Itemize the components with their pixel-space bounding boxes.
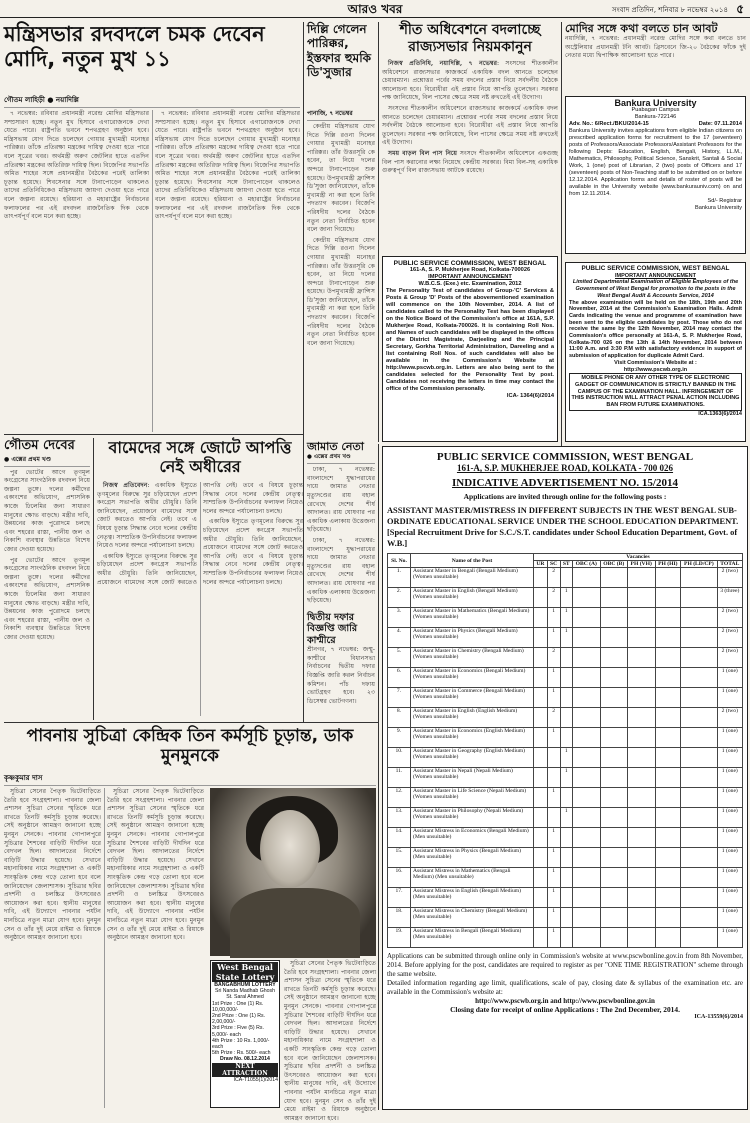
table-cell-sl: 3. [388,608,411,628]
table-cell-obca [572,828,600,848]
page-header [0,0,750,18]
table-cell-obcb [600,708,627,728]
post-title: ASSISTANT MASTER/MISTRESS IN DIFFERENT SUBJECTS IN THE WEST BENGAL SUB-ORDINATE EDUCATIONAL SERVICE UNDER THE SCHOOL EDUCATION DEPARTMENT. [Special Recruitment Drive for S.C./S.T. candidates under School Education Department, Govt. of W.B.] [387,506,739,548]
table-cell-name: Assistant Mistress in Mathematics (Bengali Medium) (Men unsuitable) [411,868,534,888]
table-cell-ld [681,928,717,948]
table-cell-st: 1 [560,608,572,628]
table-cell-obca [572,768,600,788]
table-cell-sc: 1 [547,828,560,848]
table-cell-sc: 2 [547,588,560,608]
table-cell-obcb [600,788,627,808]
headline: পাবনায় সুচিত্রা কেন্দ্রিক তিন কর্মসূচি চূড়ান্ত, ডাক মুনমুনকে [26,726,354,767]
footer-note-2: Detailed information regarding age limit, qualifications, scale of pay, closing date & syllabus of the examination etc. are available in the Commission's website at: [387,979,743,996]
table-cell-hi [655,628,681,648]
table-cell-hi [655,888,681,908]
table-cell-total: 1 (one) [717,868,742,888]
table-cell-sc: 1 [547,908,560,928]
table-cell-obcb [600,848,627,868]
headline: মোদির সঙ্গে কথা বলতে চান আবট [565,22,718,35]
story-suchitra [4,726,376,1122]
table-cell-obcb [600,768,627,788]
table-cell-obca [572,648,600,668]
table-cell-obca [572,748,600,768]
table-row [388,748,743,768]
table-cell-st [560,848,572,868]
table-cell-total: 2 (two) [717,628,742,648]
story-cabinet-reshuffle [4,22,300,432]
table-cell-st: 1 [560,748,572,768]
table-cell-ld [681,708,717,728]
table-cell-sl: 13. [388,808,411,828]
table-cell-sl: 7. [388,688,411,708]
table-cell-name: Assistant Master in Commerce (Bengali Medium) (Women unsuitable) [411,688,534,708]
table-cell-total: 1 (one) [717,928,742,948]
table-cell-st [560,668,572,688]
table-cell-ld [681,648,717,668]
article-body: পুর ভোটের আগে তৃণমূল কংগ্রেসের সাংগঠনিক রদবদল নিয়ে জল্পনা তুঙ্গে। দলের কর্মীদের একাংশের অভিযোগ, প্রশাসনিক কাজে ঢিলেমির জন্য সাধারণ মানুষের ক্ষোভ বাড়ছে। মন্ত্রীর দাবি, উন্নয়নের কাজ পুরোদমে চলছে এবং শহরের রাস্তা, পানীয় জল ও নিকাশি ব্যবস্থার উন্নতিতে বিশেষ জোর দেওয়া হয়েছে। পুর ভোটের আগে তৃণমূল কংগ্রেসের সাংগঠনিক রদবদল নিয়ে জল্পনা তুঙ্গে। দলের কর্মীদের একাংশের অভিযোগ, প্রশাসনিক কাজে ঢিলেমির জন্য সাধারণ মানুষের ক্ষোভ বাড়ছে। মন্ত্রীর দাবি, উন্নয়নের কাজ পুরোদমে চলছে এবং শহরের রাস্তা, পানীয় জল ও নিকাশি ব্যবস্থার উন্নতিতে বিশেষ জোর দেওয়া হয়েছে। [4,468,90,641]
notice-body: The Personality Test of candidates of Group-'C' Services & Posts & Group 'D' Posts of the abovementioned examination will commence on the 10th November, 2014. A list of candidates called to the Personality Test has been displayed on the Notice Board of the Commission's office at 161A, S.P. Mukherjee Road, Kolkata-700026. It is containing Roll Nos. and Names of such candidates will be displayed in the offices of the District Magistrate, Darjeeling and the Principal Secretary, Gorkha Territorial Administration, Dareeling and a list containing Roll Nos. of such candidates will also be available in the Commission's Website at http://www.pscwb.org.in. Letters are also being sent to the candidates selected for the Personality Test by post. Candidates not receiving the letters in time may contact the office of the Commission personally. [386,288,554,392]
column-rule [378,22,379,442]
table-cell-total: 1 (one) [717,688,742,708]
table-cell-sl: 19. [388,928,411,948]
table-cell-sc: 1 [547,868,560,888]
table-cell-vh [627,648,655,668]
table-cell-vh [627,808,655,828]
table-cell-ur [534,648,548,668]
table-cell-ld [681,808,717,828]
table-cell-sc: 2 [547,568,560,588]
table-cell-sl: 11. [388,768,411,788]
table-cell-ur [534,588,548,608]
table-cell-ur [534,848,548,868]
table-cell-obca [572,868,600,888]
table-cell-sc [547,748,560,768]
table-cell-ld [681,628,717,648]
table-cell-st [560,648,572,668]
lottery-ad: West Bengal State Lottery BANGABHUMI LOTTERY Sri Nanda Madhab Ghosh St. Saral Ahmed 1st Prize : One (1) Rs. 10,00,000/- 2nd Prize : One (1) Rs. 2,00,000/- 3rd Prize : Five (5) Rs. 5,000/- each 4th Prize : 10 Rs. 1,000/- each 5th Prize : Rs. 500/- each Draw No. 08.12.2014 NEXT ATTRACTION ICA-T1055(1)/2014 [210,960,280,1108]
table-cell-obca [572,688,600,708]
table-cell-vh [627,668,655,688]
table-cell-sc: 1 [547,888,560,908]
table-cell-name: Assistant Mistress in Chemistry (Bengali Medium) (Men unsuitable) [411,908,534,928]
column-rule [303,22,304,722]
table-cell-obcb [600,868,627,888]
table-cell-st [560,728,572,748]
table-cell-name: Assistant Master in Nepali (Nepali Medium) (Women unsuitable) [411,768,534,788]
table-cell-obcb [600,688,627,708]
table-cell-name: Assistant Master in Economics (Bengali Medium) (Women unsuitable) [411,668,534,688]
table-row [388,808,743,828]
article-body: নয়াদিল্লি, ৭ নভেম্বর: প্রধানমন্ত্রী নরেন্দ্র মোদির সঙ্গে কথা বলতে চান অস্ট্রেলিয়ার প্রধানমন্ত্রী টনি আবট। ব্রিসবেনে জি-২০ বৈঠকের ফাঁকে দুই নেতার মধ্যে দ্বিপাক্ষিক আলোচনা হতে পারে। [565,35,746,60]
table-cell-hi [655,748,681,768]
table-cell-ld [681,868,717,888]
table-cell-sc: 1 [547,728,560,748]
table-cell-sl: 6. [388,668,411,688]
table-cell-vh [627,928,655,948]
table-cell-sl: 5. [388,648,411,668]
vacancy-table: Sl. No. Name of the Post Vacancies UR SC ST OBC (A) OBC (B) PH (VH) PH (HI) PH (LD/CP) TOTAL 1. Assistant Master in Bengali (Bengali Medium) (Women unsuitable) 2 2 (two) 2. Assistant Master in English (Bengali Medium) (Women unsuitable) 2 1 3 (three) 3. Assistant Master in Mathematics (Bengali Medium) (Women unsuitable) 1 1 2 (two) 4. Assistant Master in Physics (Bengali Medium) (Women unsuitable) 1 1 2 (two) 5. Assistant Master in Chemistry (Bengali Medium) (Women unsuitable) 2 2 (two) 6. Assistant Master in Economics (Bengali Medium) (Women unsuitable) 1 1 (one) 7. Assistant Master in Commerce (Bengali Medium) (Women unsuitable) 1 1 (one) 8. Assistant Master in English (English Medium) (Women unsuitable) 2 2 (two) 9. Assistant Master in Economics (English Medium) (Women unsuitable) 1 1 (one) 10. Assistant Master in Geography (English Medium) (Women unsuitable) 1 1 (one) 11. Assistant Master in Nepali (Nepali Medium) (Women unsuitable) 1 1 (one) 12. Assistant Master in Life Science (Nepali Medium) (Women unsuitable) 1 1 (one) 13. Assistant Master in Philosophy (Nepali Medium) (Women unsuitable) 1 1 (one) 14. Assistant Mistress in Economics (Bengali Medium) (Men unsuitable) 1 1 (one) 15. Assistant Mistress in Physics (Bengali Medium) (Men unsuitable) 1 1 (one) 16. Assistant Mistress in Mathematics (Bengali Medium) (Men unsuitable) 1 1 (one) 17. Assistant Mistress in English (Bengali Medium) (Men unsuitable) 1 1 (one) 18. Assistant Mistress in Chemistry (Bengali Medium) (Men unsuitable) 1 1 (one) 19. Assistant Mistress in Bengali (Bengali Medium) (Men unsuitable) 1 1 (one) [387,553,743,948]
psc-audit-notice: PUBLIC SERVICE COMMISSION, WEST BENGAL IMPORTANT ANNOUNCEMENT Limited Departmental Examination of Eligible Employees of the Government of West Bengal for promotion to the posts in the West Bengal Audit & Accounts Service, 2014 The above examination will be held on the 18th, 19th and 20th November, 2014 at the Commission's Examination Halls. Admit Cards indicating the venue and programme of examination have been sent to the eligible candidates by post. Those who do not receive the same by the 12th November, 2014 may contact the Commission's office personally at 161-A, S. P. Mukherjee Road, Kolkata-700 026 on the 13th & 14th November, 2014 between 11:00 A.m. and 3:30 P.M with satisfactory evidence in support of submission of application for duplicate Admit Card. Visit Commission's Website at : http://www.pscwb.org.in MOBILE PHONE OR ANY OTHER TYPE OF ELECTRONIC GADGET OF COMMUNICATION IS STRICTLY BANNED IN THE CAMPUS OF THE EXAMINATION HALL. INFRINGEMENT OF THIS INSTRUCTION WILL ATTRACT PENAL ACTION INCLUDING BAN FROM FUTURE EXAMINATIONS. ICA.1363(6)/2014 [565,262,746,442]
table-cell-vh [627,908,655,928]
table-cell-vh [627,608,655,628]
table-cell-sl: 4. [388,628,411,648]
article-body: ঢাকা, ৭ নভেম্বর: বাংলাদেশে যুদ্ধাপরাধের দায়ে জামাত নেতার মৃত্যুদণ্ডের রায় বহাল রেখেছে দেশের শীর্ষ আদালত। রায় ঘোষণার পর একাধিক এলাকায় উত্তেজনা ছড়িয়েছে। ঢাকা, ৭ নভেম্বর: বাংলাদেশে যুদ্ধাপরাধের দায়ে জামাত নেতার মৃত্যুদণ্ডের রায় বহাল রেখেছে দেশের শীর্ষ আদালত। রায় ঘোষণার পর একাধিক এলাকায় উত্তেজনা ছড়িয়েছে। [307,466,375,605]
section-rule [4,722,378,723]
table-cell-hi [655,588,681,608]
table-cell-ld [681,688,717,708]
advertisement-number: INDICATIVE ADVERTISEMENT NO. 15/2014 [452,477,678,489]
headline: বামেদের সঙ্গে জোটে আপত্তি নেই অধীরের [108,438,292,477]
table-cell-st: 1 [560,628,572,648]
story-jamaat [307,440,375,610]
table-cell-obca [572,588,600,608]
story-abbott [565,22,746,92]
website-links: http://www.pscwb.org.in and http://www.pscwbonline.gov.in [475,997,655,1005]
table-cell-name: Assistant Master in Chemistry (Bengali Medium) (Women unsuitable) [411,648,534,668]
table-cell-ur [534,828,548,848]
table-row [388,908,743,928]
table-cell-st [560,868,572,888]
table-cell-st [560,828,572,848]
table-cell-obcb [600,628,627,648]
article-body: ৭ নভেম্বর: রবিবার প্রধানমন্ত্রী নরেন্দ্র মোদির মন্ত্রিসভার সম্প্রসারণ হচ্ছে। নতুন মুখ হিসাবে এগারোজনকে দেখা যেতে পারে। রাষ্ট্রপতি ভবনে শপথগ্রহণ অনুষ্ঠান হবে। মন্ত্রিসভায় যোগ দিতে চলেছেন গোয়ার মুখ্যমন্ত্রী মনোহর পারিক্কর। তাঁকে প্রতিরক্ষা মন্ত্রকের দায়িত্ব দেওয়া হতে পারে বলে সূত্রের খবর। অর্থমন্ত্রী অরুণ জেটলির হাতে এতদিন প্রতিরক্ষা মন্ত্রকের অতিরিক্ত দায়িত্ব ছিল। বিজেপির সভাপতি অমিত শাহের সঙ্গে প্রধানমন্ত্রীর বৈঠকের পরেই তালিকা চূড়ান্ত হয়েছে। শিবসেনার সঙ্গে টানাপোড়েন থাকলেও তাদের প্রতিনিধিকেও মন্ত্রিসভায় জায়গা দেওয়া হতে পারে বলে জল্পনা রয়েছে। হরিয়ানা ও মহারাষ্ট্রের নির্বাচনের ফলাফলের পর এই রদবদল রাজনৈতিক দিক থেকে তাৎপর্যপূর্ণ বলে মনে করা হচ্ছে। ৭ নভেম্বর: রবিবার প্রধানমন্ত্রী নরেন্দ্র মোদির মন্ত্রিসভার সম্প্রসারণ হচ্ছে। নতুন মুখ হিসাবে এগারোজনকে দেখা যেতে পারে। রাষ্ট্রপতি ভবনে শপথগ্রহণ অনুষ্ঠান হবে। মন্ত্রিসভায় যোগ দিতে চলেছেন গোয়ার মুখ্যমন্ত্রী মনোহর পারিক্কর। তাঁকে প্রতিরক্ষা মন্ত্রকের দায়িত্ব দেওয়া হতে পারে বলে সূত্রের খবর। অর্থমন্ত্রী অরুণ জেটলির হাতে এতদিন প্রতিরক্ষা মন্ত্রকের অতিরিক্ত দায়িত্ব ছিল। বিজেপির সভাপতি অমিত শাহের সঙ্গে প্রধানমন্ত্রীর বৈঠকের পরেই তালিকা চূড়ান্ত হয়েছে। শিবসেনার সঙ্গে টানাপোড়েন থাকলেও তাদের প্রতিনিধিকেও মন্ত্রিসভায় জায়গা দেওয়া হতে পারে বলে জল্পনা রয়েছে। হরিয়ানা ও মহারাষ্ট্রের নির্বাচনের ফলাফলের পর এই রদবদল রাজনৈতিক দিক থেকে তাৎপর্যপূর্ণ বলে মনে করা হচ্ছে। [4,110,300,221]
table-cell-sl: 8. [388,708,411,728]
notice-title: Bankura University [614,98,697,108]
table-cell-sl: 17. [388,888,411,908]
table-row [388,848,743,868]
table-cell-sl: 15. [388,848,411,868]
table-cell-total: 1 (one) [717,788,742,808]
article-body-continued: সুচিত্রা সেনের পৈতৃক ভিটেবাড়িতে তৈরি হবে সংগ্রহশালা। পাবনার জেলা প্রশাসন সুচিত্রা সেনের স্মৃতিকে ধরে রাখতে তিনটি কর্মসূচি চূড়ান্ত করেছে। সেই অনুষ্ঠানে আমন্ত্রণ জানানো হচ্ছে মুনমুন সেনকে। পাবনার গোপালপুরে সুচিত্রার শৈশবের বাড়িটি দীর্ঘদিন ধরে বেদখল ছিল। আদালতের নির্দেশে বাড়িটি উদ্ধার হয়েছে। সেখানে মহানায়িকার নামে সংগ্রহশালা ও একটি সাংস্কৃতিক কেন্দ্র গড়ে তোলা হবে বলে জানিয়েছেন জেলাশাসক। সুচিত্রার ছবির প্রদর্শনী ও চলচ্চিত্র উৎসবেরও আয়োজন করা হবে। স্থানীয় মানুষের দাবি, এই উদ্যোগে পাবনার পর্যটন মানচিত্রে নতুন মাত্রা যোগ হবে। মুনমুন সেন ও তাঁর দুই মেয়ে রাইমা ও রিয়াকে অনুষ্ঠানে আমন্ত্রণ জানানো হবে। [284,960,376,1122]
table-cell-hi [655,828,681,848]
table-cell-hi [655,848,681,868]
headline: জামাত নেতা [307,440,364,453]
headline: দ্বিতীয় দফার বিজ্ঞপ্তি জারি কাশ্মীরে [307,612,358,646]
table-cell-vh [627,888,655,908]
notice-body: Bankura University invites applications from eligible Indian citizens on prescribed application forms for recruitment to the 17 (seventeen) posts of Professors/Associate Professors/Assistant Professors for the following Depts: Education, English, Bengali, History, LL.M., Mathematics, Philosophy, Political Science, Sanskrit, Santali & Social Work, 1 (one) post of Librarian, 2 (two) posts of Officers and 17 (seventeen) posts of Non-Teaching staff to be submitted on or before 12.12.2014. Application forms and details of roster of posts will be available in the University website (www.bankurauniv.com) on and from 12.11.2014. [569,128,742,197]
table-cell-name: Assistant Mistress in English (Bengali Medium) (Men unsuitable) [411,888,534,908]
article-body: সুচিত্রা সেনের পৈতৃক ভিটেবাড়িতে তৈরি হবে সংগ্রহশালা। পাবনার জেলা প্রশাসন সুচিত্রা সেনের স্মৃতিকে ধরে রাখতে তিনটি কর্মসূচি চূড়ান্ত করেছে। সেই অনুষ্ঠানে আমন্ত্রণ জানানো হচ্ছে মুনমুন সেনকে। পাবনার গোপালপুরে সুচিত্রার শৈশবের বাড়িটি দীর্ঘদিন ধরে বেদখল ছিল। আদালতের নির্দেশে বাড়িটি উদ্ধার হয়েছে। সেখানে মহানায়িকার নামে সংগ্রহশালা ও একটি সাংস্কৃতিক কেন্দ্র গড়ে তোলা হবে বলে জানিয়েছেন জেলাশাসক। সুচিত্রার ছবির প্রদর্শনী ও চলচ্চিত্র উৎসবেরও আয়োজন করা হবে। স্থানীয় মানুষের দাবি, এই উদ্যোগে পাবনার পর্যটন মানচিত্রে নতুন মাত্রা যোগ হবে। মুনমুন সেন ও তাঁর দুই মেয়ে রাইমা ও রিয়াকে অনুষ্ঠানে আমন্ত্রণ জানানো হবে। সুচিত্রা সেনের পৈতৃক ভিটেবাড়িতে তৈরি হবে সংগ্রহশালা। পাবনার জেলা প্রশাসন সুচিত্রা সেনের স্মৃতিকে ধরে রাখতে তিনটি কর্মসূচি চূড়ান্ত করেছে। সেই অনুষ্ঠানে আমন্ত্রণ জানানো হচ্ছে মুনমুন সেনকে। পাবনার গোপালপুরে সুচিত্রার শৈশবের বাড়িটি দীর্ঘদিন ধরে বেদখল ছিল। আদালতের নির্দেশে বাড়িটি উদ্ধার হয়েছে। সেখানে মহানায়িকার নামে সংগ্রহশালা ও একটি সাংস্কৃতিক কেন্দ্র গড়ে তোলা হবে বলে জানিয়েছেন জেলাশাসক। সুচিত্রার ছবির প্রদর্শনী ও চলচ্চিত্র উৎসবেরও আয়োজন করা হবে। স্থানীয় মানুষের দাবি, এই উদ্যোগে পাবনার পর্যটন মানচিত্রে নতুন মাত্রা যোগ হবে। মুনমুন সেন ও তাঁর দুই মেয়ে রাইমা ও রিয়াকে অনুষ্ঠানে আমন্ত্রণ জানানো হবে। [4,788,204,942]
table-cell-obcb [600,748,627,768]
table-cell-total: 1 (one) [717,888,742,908]
table-cell-sl: 1. [388,568,411,588]
table-row [388,828,743,848]
table-cell-obca [572,628,600,648]
table-cell-hi [655,908,681,928]
table-cell-sc: 1 [547,668,560,688]
table-cell-vh [627,708,655,728]
story-parrikar [307,22,375,432]
table-cell-sc: 2 [547,708,560,728]
table-cell-obca [572,928,600,948]
table-cell-sc: 1 [547,848,560,868]
table-cell-sl: 12. [388,788,411,808]
table-cell-ur [534,688,548,708]
story-rajya-sabha [382,22,558,252]
table-cell-name: Assistant Mistress in Bengali (Bengali Medium) (Men unsuitable) [411,928,534,948]
table-cell-ld [681,788,717,808]
table-row [388,568,743,588]
table-cell-ur [534,708,548,728]
table-cell-ur [534,808,548,828]
table-cell-sc: 1 [547,608,560,628]
byline: পানাজি, ৭ নভেম্বর [307,108,375,121]
table-cell-sl: 2. [388,588,411,608]
table-cell-hi [655,688,681,708]
table-cell-name: Assistant Master in Philosophy (Nepali Medium) (Women unsuitable) [411,808,534,828]
byline: কৃষ্ণকুমার দাস [4,772,376,786]
table-cell-sc: 1 [547,928,560,948]
table-cell-st: 1 [560,768,572,788]
website-link: http://www.pscwb.org.in [623,366,688,373]
table-cell-name: Assistant Master in Mathematics (Bengali Medium) (Women unsuitable) [411,608,534,628]
table-cell-ur [534,728,548,748]
table-row [388,668,743,688]
column-rule [93,438,94,720]
section-title: আরও খবর [347,2,403,16]
table-cell-total: 2 (two) [717,648,742,668]
table-cell-total: 1 (one) [717,668,742,688]
table-cell-hi [655,928,681,948]
table-row [388,788,743,808]
table-cell-total: 1 (one) [717,728,742,748]
byline: ● এক্সের প্রথম খণ্ড [307,453,375,464]
table-cell-obcb [600,808,627,828]
table-cell-sc: 1 [547,688,560,708]
table-cell-vh [627,788,655,808]
table-cell-sl: 16. [388,868,411,888]
table-cell-ld [681,908,717,928]
table-cell-ur [534,628,548,648]
story-kashmir [307,612,375,720]
table-cell-ld [681,848,717,868]
table-row [388,728,743,748]
table-cell-name: Assistant Mistress in Economics (Bengali Medium) (Men unsuitable) [411,828,534,848]
table-cell-ur [534,768,548,788]
psc-wbcs-notice: PUBLIC SERVICE COMMISSION, WEST BENGAL 161-A, S. P. Mukherjee Road, Kolkata-700026 IMPORTANT ANNOUNCEMENT W.B.C.S. (Exe.) etc. Examination, 2012 The Personality Test of candidates of Group-'C' Services & Posts & Group 'D' Posts of the abovementioned examination will commence on the 10th November, 2014. A list of candidates called to the Personality Test has been displayed on the Notice Board of the Commission's office at 161A, S.P. Mukherjee Road, Kolkata-700026. It is containing Roll Nos. and Names of such candidates will be displayed in the offices of the District Magistrate, Darjeeling and the Principal Secretary, Gorkha Territorial Administration, Dareeling and a list containing Roll Nos. of such candidates will also be available in the Commission's Website at http://www.pscwb.org.in. Letters are also being sent to the candidates selected for the Personality Test by post. Candidates not receiving the letters in time may contact the office of the Commission personally. ICA- 1364(6)/2014 [382,256,558,442]
table-cell-ur [534,788,548,808]
table-cell-name: Assistant Master in Life Science (Nepali Medium) (Women unsuitable) [411,788,534,808]
table-cell-sc: 1 [547,788,560,808]
table-cell-vh [627,568,655,588]
table-cell-vh [627,828,655,848]
table-row [388,688,743,708]
table-cell-st: 1 [560,808,572,828]
table-cell-hi [655,768,681,788]
vacancy-table-body [388,568,743,948]
table-cell-total: 1 (one) [717,748,742,768]
table-cell-st [560,908,572,928]
table-cell-obcb [600,568,627,588]
table-cell-hi [655,568,681,588]
table-cell-obca [572,848,600,868]
table-cell-obca [572,568,600,588]
headline: গৌতম দেবের [4,438,75,453]
table-row [388,588,743,608]
table-cell-total: 2 (two) [717,568,742,588]
table-row [388,928,743,948]
table-cell-hi [655,608,681,628]
table-cell-sc: 1 [547,628,560,648]
closing-date: Closing date for receipt of online Applications : The 2nd December, 2014. [450,1005,680,1014]
table-cell-name: Assistant Master in Bengali (Bengali Medium) (Women unsuitable) [411,568,534,588]
bankura-university-notice: Bankura University Puabagan Campus Bankura-722146 Adv. No.: 6/Rect./BKU/2014-15 Date: 07.11.2014 Bankura University invites applications from eligible Indian citizens on prescribed application forms for recruitment to the 17 (seventeen) posts of Professors/Associate Professors/Assistant Professors for the following Depts: Education, English, Bengali, History, LL.M., Mathematics, Philosophy, Political Science, Sanskrit, Santali & Social Work, 1 (one) post of Librarian, 2 (two) posts of Officers and 17 (seventeen) posts of Non-Teaching staff to be submitted on or before 12.12.2014. Application forms and details of roster of posts will be available in the University website (www.bankurauniv.com) on and from 12.11.2014. Sd/- Registrar Bankura University [565,96,746,254]
section-rule [4,434,304,435]
suchitra-photo [210,788,376,956]
article-body: কেন্দ্রীয় মন্ত্রিসভায় যোগ দিতে দিল্লি রওনা দিলেন গোয়ার মুখ্যমন্ত্রী মনোহর পারিক্কর। তাঁর উত্তরসূরি কে হবেন, তা নিয়ে দলের অন্দরে টানাপোড়েন শুরু হয়েছে। উপমুখ্যমন্ত্রী ফ্রান্সিস ডি'সুজা জানিয়েছেন, তাঁকে মুখ্যমন্ত্রী না করা হলে তিনি পদত্যাগ করবেন। বিজেপি পরিষদীয় দলের বৈঠকে নতুন নেতা নির্বাচিত হবেন বলে জানা গিয়েছে। কেন্দ্রীয় মন্ত্রিসভায় যোগ দিতে দিল্লি রওনা দিলেন গোয়ার মুখ্যমন্ত্রী মনোহর পারিক্কর। তাঁর উত্তরসূরি কে হবেন, তা নিয়ে দলের অন্দরে টানাপোড়েন শুরু হয়েছে। উপমুখ্যমন্ত্রী ফ্রান্সিস ডি'সুজা জানিয়েছেন, তাঁকে মুখ্যমন্ত্রী না করা হলে তিনি পদত্যাগ করবেন। বিজেপি পরিষদীয় দলের বৈঠকে নতুন নেতা নির্বাচিত হবেন বলে জানা গিয়েছে। [307,123,375,347]
article-body: নিজস্ব প্রতিনিধি, নয়াদিল্লি, ৭ নভেম্বর: সংসদের শীতকালীন অধিবেশনে রাজ্যসভার কাজকর্মে একাধিক বদল আনতে চলেছেন চেয়ারম্যান। প্রশ্নোত্তর পর্বের সময় বদলের প্রস্তাব নিয়ে সর্বদলীয় বৈঠকে আলোচনা হবে। বিরোধীরা এই প্রস্তাব নিয়ে আপত্তি তুলেছেন। সরকার পক্ষ জানিয়েছে, বিল পাসের ক্ষেত্রে সময় নষ্ট রুখতেই এই উদ্যোগ। সংসদের শীতকালীন অধিবেশনে রাজ্যসভার কাজকর্মে একাধিক বদল আনতে চলেছেন চেয়ারম্যান। প্রশ্নোত্তর পর্বের সময় বদলের প্রস্তাব নিয়ে সর্বদলীয় বৈঠকে আলোচনা হবে। বিরোধীরা এই প্রস্তাব নিয়ে আপত্তি তুলেছেন। সরকার পক্ষ জানিয়েছে, বিল পাসের ক্ষেত্রে সময় নষ্ট রুখতেই এই উদ্যোগ। সময় বাড়ল বিল পাস নিয়ে সংসদে শীতকালীন অধিবেশনে একগুচ্ছ বিল পাস করানোর লক্ষ্য নিয়েছে কেন্দ্রীয় সরকার। বিমা বিল-সহ একাধিক গুরুত্বপূর্ণ বিল রাজ্যসভায় আটকে রয়েছে। [382,60,558,175]
table-row [388,868,743,888]
table-row [388,888,743,908]
dateline: সংবাদ প্রতিদিন, শনিবার ৮ নভেম্বর ২০১৪ [612,6,728,14]
table-cell-obca [572,788,600,808]
table-cell-vh [627,868,655,888]
table-cell-st [560,688,572,708]
table-cell-ur [534,868,548,888]
table-cell-hi [655,728,681,748]
table-cell-ld [681,728,717,748]
table-cell-st [560,788,572,808]
table-cell-sl: 9. [388,728,411,748]
table-cell-ld [681,888,717,908]
table-cell-ur [534,748,548,768]
headline: শীত অধিবেশনে বদলাচ্ছে রাজ্যসভার নিয়মকানুন [399,22,541,55]
byline: ● এক্সের প্রথম খণ্ড [4,454,90,467]
table-cell-obca [572,808,600,828]
table-cell-hi [655,708,681,728]
table-cell-st [560,928,572,948]
table-cell-sc: 2 [547,648,560,668]
table-row [388,648,743,668]
table-cell-total: 2 (two) [717,608,742,628]
table-cell-name: Assistant Master in English (Bengali Medium) (Women unsuitable) [411,588,534,608]
table-cell-sc [547,808,560,828]
notice-body: The above examination will be held on the 18th, 19th and 20th November, 2014 at the Commission's Examination Halls. Admit Cards indicating the venue and programme of examination have been sent to the eligible candidates by post. Those who do not receive the same by the 12th November, 2014 may contact the Commission's office personally at 161-A, S. P. Mukherjee Road, Kolkata-700 026 on the 13th & 14th November, 2014 between 11:00 A.m. and 3:30 P.M with satisfactory evidence in support of submission of application for duplicate Admit Card. [569,299,742,360]
table-cell-obca [572,888,600,908]
table-cell-hi [655,668,681,688]
table-cell-ld [681,608,717,628]
table-cell-obca [572,608,600,628]
headline: দিল্লি গেলেন পারিক্কর, ইস্তফার হুমকি ডি'সুজার [307,22,372,80]
table-cell-ld [681,768,717,788]
table-cell-ur [534,928,548,948]
table-cell-obca [572,708,600,728]
table-cell-vh [627,748,655,768]
table-cell-total: 1 (one) [717,828,742,848]
table-cell-obca [572,908,600,928]
table-cell-sc [547,768,560,788]
story-goutam-deb [4,438,90,718]
table-cell-vh [627,628,655,648]
table-row [388,708,743,728]
table-cell-ur [534,568,548,588]
page-number: ৫ [736,2,744,16]
table-cell-st [560,708,572,728]
table-cell-obcb [600,908,627,928]
table-cell-hi [655,808,681,828]
table-cell-vh [627,848,655,868]
table-row [388,628,743,648]
table-cell-total: 2 (two) [717,708,742,728]
table-cell-vh [627,768,655,788]
table-cell-vh [627,588,655,608]
byline: গৌতম লাহিড়ী ● নয়াদিল্লি [4,94,300,108]
footer-note-1: Applications can be submitted through online only in Commission's website at www.pscwbonline.gov.in from 8th November, 2014. Before applying for the post, candidates are required to register as per "ONE TIME REGISTRATION" scheme through the same website. [387,952,743,978]
table-cell-ur [534,668,548,688]
article-body: শ্রীনগর, ৭ নভেম্বর: জম্মু-কাশ্মীরে বিধানসভা নির্বাচনের দ্বিতীয় দফার বিজ্ঞপ্তি জারি করল নির্বাচন কমিশন। পাঁচ দফায় ভোটগ্রহণ হবে। ২৩ ডিসেম্বর ভোটগণনা। [307,646,375,705]
table-cell-obcb [600,828,627,848]
table-cell-total: 1 (one) [717,848,742,868]
table-cell-total: 3 (three) [717,588,742,608]
table-cell-ur [534,908,548,928]
psc-recruitment-ad: PUBLIC SERVICE COMMISSION, WEST BENGAL 161-A, S.P. MUKHERJEE ROAD, KOLKATA - 700 026 INDICATIVE ADVERTISEMENT NO. 15/2014 Applications are invited through online for the following posts : ASSISTANT MASTER/MISTRESS IN DIFFERENT SUBJECTS IN THE WEST BENGAL SUB-ORDINATE EDUCATIONAL SERVICE UNDER THE SCHOOL EDUCATION DEPARTMENT. [Special Recruitment Drive for S.C./S.T. candidates under School Education Department, Govt. of W.B.] Sl. No. Name of the Post Vacancies UR SC ST OBC (A) OBC (B) PH (VH) PH (HI) PH (LD/CP) TOTAL 1. Assistant Master in Bengali (Bengali Medium) (Women unsuitable) 2 2 (two) 2. Assistant Master in English (Bengali Medium) (Women unsuitable) 2 1 3 (three) 3. Assistant Master in Mathematics (Bengali Medium) (Women unsuitable) 1 1 2 (two) 4. Assistant Master in Physics (Bengali Medium) (Women unsuitable) 1 1 2 (two) 5. Assistant Master in Chemistry (Bengali Medium) (Women unsuitable) 2 2 (two) 6. Assistant Master in Economics (Bengali Medium) (Women unsuitable) 1 1 (one) 7. Assistant Master in Commerce (Bengali Medium) (Women unsuitable) 1 1 (one) 8. Assistant Master in English (English Medium) (Women unsuitable) 2 2 (two) 9. Assistant Master in Economics (English Medium) (Women unsuitable) 1 1 (one) 10. Assistant Master in Geography (English Medium) (Women unsuitable) 1 1 (one) 11. Assistant Master in Nepali (Nepali Medium) (Women unsuitable) 1 1 (one) 12. Assistant Master in Life Science (Nepali Medium) (Women unsuitable) 1 1 (one) 13. Assistant Master in Philosophy (Nepali Medium) (Women unsuitable) 1 1 (one) 14. Assistant Mistress in Economics (Bengali Medium) (Men unsuitable) 1 1 (one) 15. Assistant Mistress in Physics (Bengali Medium) (Men unsuitable) 1 1 (one) 16. Assistant Mistress in Mathematics (Bengali Medium) (Men unsuitable) 1 1 (one) 17. Assistant Mistress in English (Bengali Medium) (Men unsuitable) 1 1 (one) 18. Assistant Mistress in Chemistry (Bengali Medium) (Men unsuitable) 1 1 (one) 19. Assistant Mistress in Bengali (Bengali Medium) (Men unsuitable) 1 1 (one) Applications can be submitted through online only in Commission's website at www.pscwbonline.gov.in from 8th November, 2014. Before applying for the post, candidates are required to register as per "ONE TIME REGISTRATION" scheme through the same website. Detailed information regarding age limit, qualifications, scale of pay, closing date & syllabus of the examination etc. are available in the Commission's website at: http://www.pscwb.org.in and http://www.pscwbonline.gov.in Closing date for receipt of online Applications : The 2nd December, 2014. ICA-13559(6)/2014 [382,446,748,1110]
table-cell-st: 1 [560,588,572,608]
table-cell-vh [627,688,655,708]
table-cell-name: Assistant Master in English (English Medium) (Women unsuitable) [411,708,534,728]
table-cell-name: Assistant Master in Geography (English Medium) (Women unsuitable) [411,748,534,768]
table-cell-ur [534,888,548,908]
table-cell-sl: 18. [388,908,411,928]
table-cell-vh [627,728,655,748]
table-cell-hi [655,868,681,888]
table-cell-ld [681,748,717,768]
table-cell-obcb [600,928,627,948]
table-cell-ld [681,588,717,608]
table-cell-name: Assistant Master in Physics (Bengali Medium) (Women unsuitable) [411,628,534,648]
notice-org: PUBLIC SERVICE COMMISSION, WEST BENGAL [436,451,694,463]
table-cell-total: 1 (one) [717,808,742,828]
table-cell-obcb [600,588,627,608]
table-cell-hi [655,648,681,668]
table-cell-obca [572,728,600,748]
table-cell-total: 1 (one) [717,908,742,928]
table-cell-obcb [600,648,627,668]
table-cell-st [560,888,572,908]
article-body: নিজস্ব প্রতিবেদন: একাধিক ইস্যুতে তৃণমূলের বিরুদ্ধে সুর চড়িয়েছেন প্রদেশ কংগ্রেস সভাপতি অধীর চৌধুরি। তিনি জানিয়েছেন, প্রয়োজনে বামেদের সঙ্গে জোট করতেও আপত্তি নেই। তবে এ বিষয়ে চূড়ান্ত সিদ্ধান্ত নেবে দলের কেন্দ্রীয় নেতৃত্ব। সাম্প্রতিক উপনির্বাচনের ফলাফল নিয়েও দলের অন্দরে পর্যালোচনা চলছে। একাধিক ইস্যুতে তৃণমূলের বিরুদ্ধে সুর চড়িয়েছেন প্রদেশ কংগ্রেস সভাপতি অধীর চৌধুরি। তিনি জানিয়েছেন, প্রয়োজনে বামেদের সঙ্গে জোট করতেও আপত্তি নেই। তবে এ বিষয়ে চূড়ান্ত সিদ্ধান্ত নেবে দলের কেন্দ্রীয় নেতৃত্ব। সাম্প্রতিক উপনির্বাচনের ফলাফল নিয়েও দলের অন্দরে পর্যালোচনা চলছে। একাধিক ইস্যুতে তৃণমূলের বিরুদ্ধে সুর চড়িয়েছেন প্রদেশ কংগ্রেস সভাপতি অধীর চৌধুরি। তিনি জানিয়েছেন, প্রয়োজনে বামেদের সঙ্গে জোট করতেও আপত্তি নেই। তবে এ বিষয়ে চূড়ান্ত সিদ্ধান্ত নেবে দলের কেন্দ্রীয় নেতৃত্ব। সাম্প্রতিক উপনির্বাচনের ফলাফল নিয়েও দলের অন্দরে পর্যালোচনা চলছে। [97,482,303,586]
story-adhir [97,438,303,720]
table-cell-obcb [600,728,627,748]
table-row [388,608,743,628]
table-cell-name: Assistant Master in Economics (English Medium) (Women unsuitable) [411,728,534,748]
table-cell-st [560,568,572,588]
table-row [388,768,743,788]
table-cell-obcb [600,668,627,688]
table-cell-obcb [600,608,627,628]
table-cell-total: 1 (one) [717,768,742,788]
table-cell-obcb [600,888,627,908]
table-cell-hi [655,788,681,808]
headline: মন্ত্রিসভার রদবদলে চমক দেবেন মোদি, নতুন মুখ ১১ [4,22,265,72]
table-cell-ld [681,668,717,688]
column-rule [378,444,379,1110]
table-cell-name: Assistant Mistress in Physics (Bengali Medium) (Men unsuitable) [411,848,534,868]
warning-box: MOBILE PHONE OR ANY OTHER TYPE OF ELECTRONIC GADGET OF COMMUNICATION IS STRICTLY BANNED IN THE CAMPUS OF THE EXAMINATION HALL. INFRINGEMENT OF THIS INSTRUCTION WILL ATTRACT PENAL ACTION INCLUDING BAN FROM FUTURE EXAMINATIONS. [569,373,742,411]
table-cell-ld [681,828,717,848]
table-cell-sl: 10. [388,748,411,768]
table-cell-sl: 14. [388,828,411,848]
table-cell-ur [534,608,548,628]
column-rule [561,22,562,462]
table-cell-obca [572,668,600,688]
table-cell-ld [681,568,717,588]
